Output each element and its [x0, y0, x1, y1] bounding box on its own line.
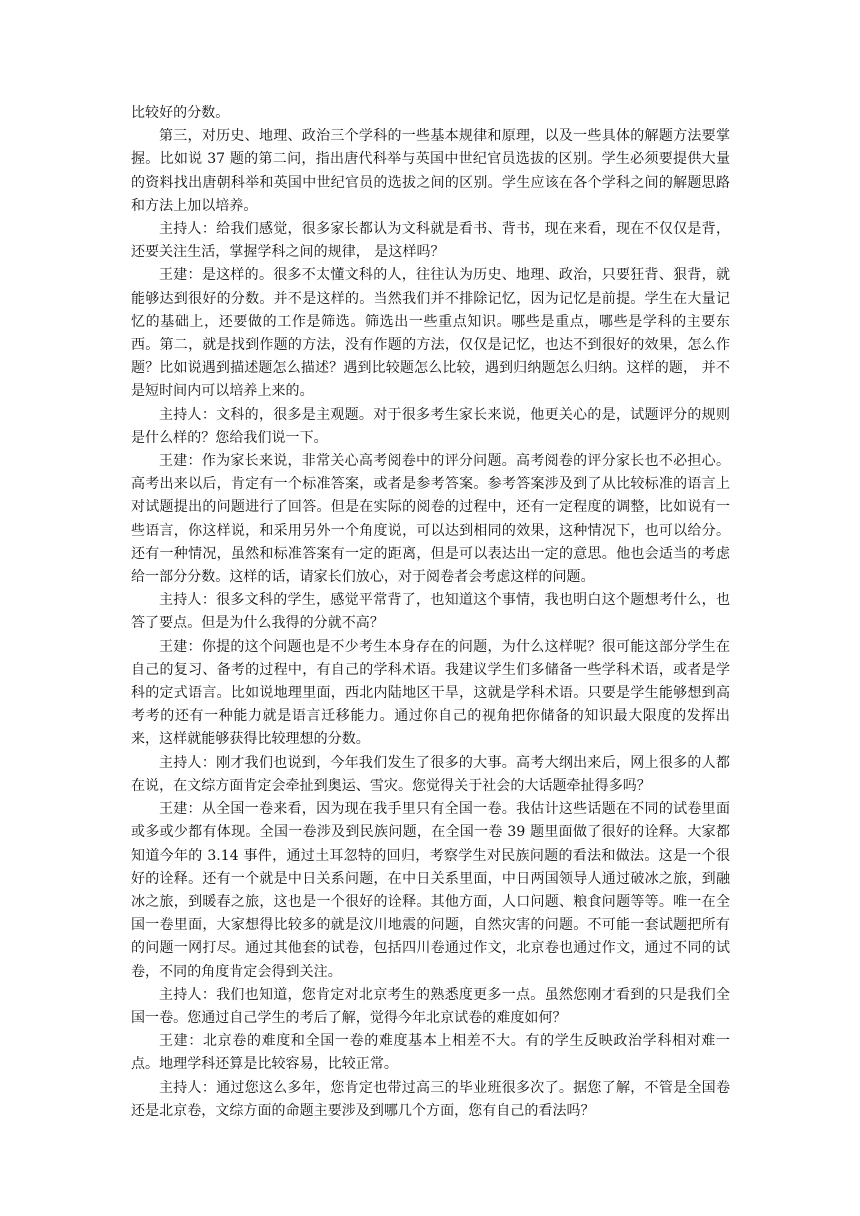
paragraph: 比较好的分数。: [131, 105, 230, 121]
document-body: [131, 102, 730, 1123]
paragraph: 主持人：刚才我们也说到，今年我们发生了很多的大事。高考大纲出来后，网上很多的人都在说，在文综方面肯定会牵扯到奥运、雪灾。您觉得关于社会的大话题牵扯得多吗？: [131, 754, 730, 794]
paragraph: 王建：从全国一卷来看，因为现在我手里只有全国一卷。我估计这些话题在不同的试卷里面或多或少都有体现。全国一卷涉及到民族问题，在全国一卷 39 题里面做了很好的诠释。大家都知道今年的 3.14 事件，通过土耳忽特的回归，考察学生对民族问题的看法和做法。这是一个很好的诠释。还有一个就是中日关系问题，在中日关系里面，中日两国领导人通过破冰之旅，到融冰之旅，到暖春之旅，这也是一个很好的诠释。其他方面，人口问题、粮食问题等等。唯一在全国一卷里面，大家想得比较多的就是汶川地震的问题，自然灾害的问题。不可能一套试题把所有的问题一网打尽。通过其他套的试卷，包括四川卷通过作文，北京卷也通过作文，通过不同的试卷，不同的角度肯定会得到关注。: [131, 801, 730, 980]
paragraph: 主持人：给我们感觉，很多家长都认为文科就是看书、背书，现在来看，现在不仅仅是背，还要关注生活，掌握学科之间的规律， 是这样吗？: [131, 221, 730, 261]
paragraph: 主持人：文科的，很多是主观题。对于很多考生家长来说，他更关心的是，试题评分的规则是什么样的？您给我们说一下。: [131, 406, 730, 446]
paragraph: 主持人：很多文科的学生，感觉平常背了，也知道这个事情，我也明白这个题想考什么，也答了要点。但是为什么我得的分就不高？: [131, 592, 730, 632]
paragraph: 王建：你提的这个问题也是不少考生本身存在的问题，为什么这样呢？很可能这部分学生在自己的复习、备考的过程中，有自己的学科术语。我建议学生们多储备一些学科术语，或者是学科的定式语言。比如说地理里面，西北内陆地区干旱，这就是学科术语。只要是学生能够想到高考考的还有一种能力就是语言迁移能力。通过你自己的视角把你储备的知识最大限度的发挥出来，这样就能够获得比较理想的分数。: [131, 638, 730, 748]
paragraph: 主持人：通过您这么多年，您肯定也带过高三的毕业班很多次了。据您了解，不管是全国卷还是北京卷，文综方面的命题主要涉及到哪几个方面，您有自己的看法吗？: [131, 1079, 730, 1119]
paragraph: 主持人：我们也知道，您肯定对北京考生的熟悉度更多一点。虽然您刚才看到的只是我们全国一卷。您通过自己学生的考后了解，觉得今年北京试卷的难度如何？: [131, 986, 730, 1026]
paragraph: 第三，对历史、地理、政治三个学科的一些基本规律和原理，以及一些具体的解题方法要掌握。比如说 37 题的第二问，指出唐代科举与英国中世纪官员选拔的区别。学生必须要提供大量的资料找出唐朝科举和英国中世纪官员的选拔之间的区别。学生应该在各个学科之间的解题思路和方法上加以培养。: [131, 128, 730, 214]
paragraph: 王建：北京卷的难度和全国一卷的难度基本上相差不大。有的学生反映政治学科相对难一点。地理学科还算是比较容易，比较正常。: [131, 1033, 730, 1073]
paragraph: 王建：是这样的。很多不太懂文科的人，往往认为历史、地理、政治，只要狂背、狠背，就能够达到很好的分数。并不是这样的。当然我们并不排除记忆，因为记忆是前提。学生在大量记忆的基础上，还要做的工作是筛选。筛选出一些重点知识。哪些是重点，哪些是学科的主要东西。第二，就是找到作题的方法，没有作题的方法，仅仅是记忆，也达不到很好的效果，怎么作题？比如说遇到描述题怎么描述？遇到比较题怎么比较，遇到归纳题怎么归纳。这样的题， 并不是短时间内可以培养上来的。: [131, 267, 730, 400]
paragraph: 王建：作为家长来说，非常关心高考阅卷中的评分问题。高考阅卷的评分家长也不必担心。高考出来以后，肯定有一个标准答案，或者是参考答案。参考答案涉及到了从比较标准的语言上对试题提出的问题进行了回答。但是在实际的阅卷的过程中，还有一定程度的调整，比如说有一些语言，你这样说，和采用另外一个角度说，可以达到相同的效果，这种情况下，也可以给分。还有一种情况，虽然和标准答案有一定的距离，但是可以表达出一定的意思。他也会适当的考虑给一部分分数。这样的话，请家长们放心，对于阅卷者会考虑这样的问题。: [131, 453, 730, 586]
